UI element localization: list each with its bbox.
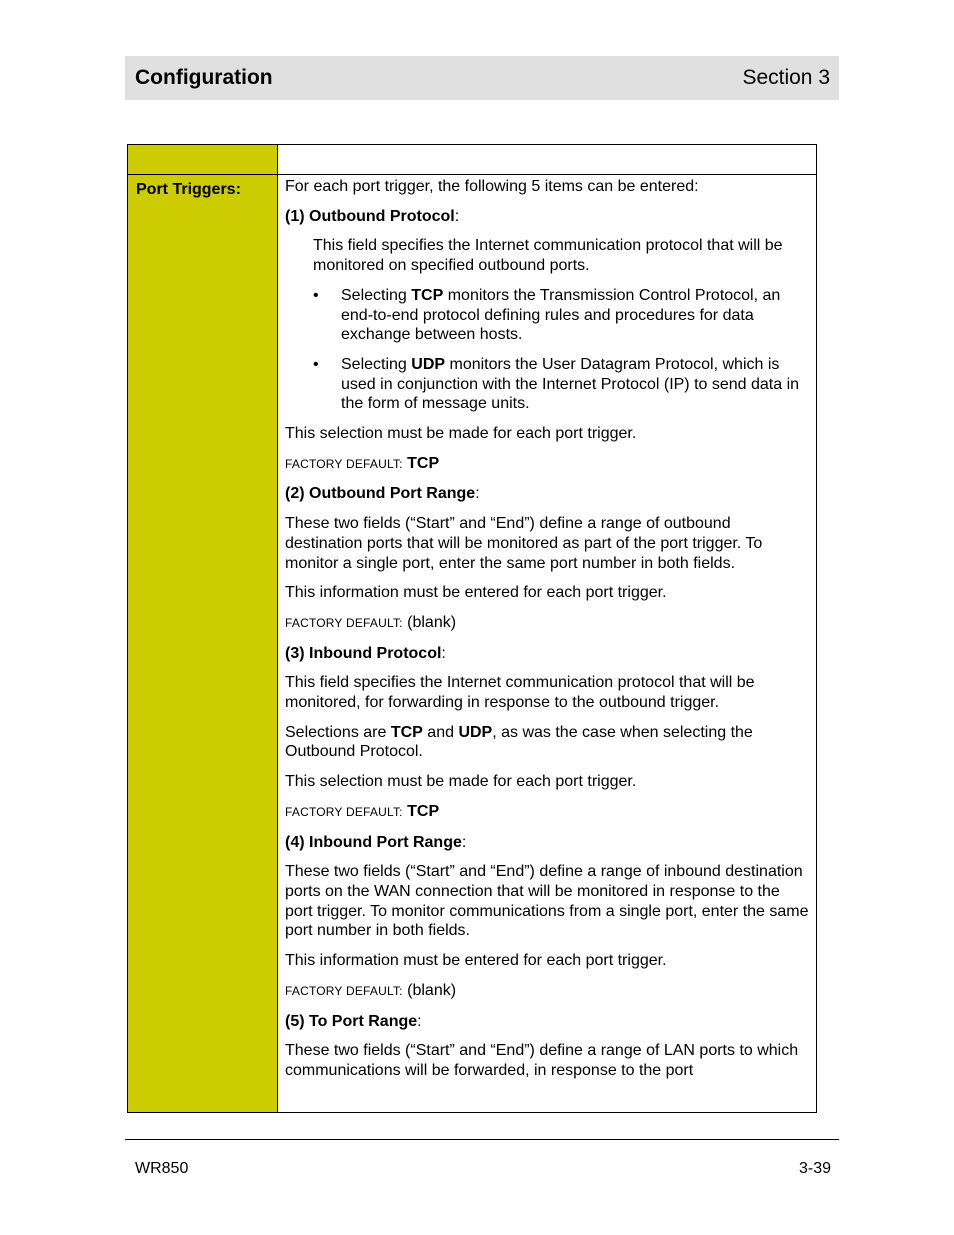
item-heading: (3) Inbound Protocol: [285,644,446,662]
item-heading: (1) Outbound Protocol: [285,207,460,225]
footer-divider [125,1139,839,1140]
item-heading: (4) Inbound Port Range: [285,833,467,851]
row-label: Port Triggers: [136,181,241,198]
item-description: These two fields (“Start” and “End”) define a range of inbound destination ports on the WAN connection that will be monitored in response to the port trigger. To monitor communications from a single port, enter the same port number in both fields. [285,863,809,940]
factory-default: FACTORY DEFAULT: (blank) [285,981,457,999]
item-description: This field specifies the Internet communication protocol that will be monitored on specified outbound ports. [313,237,783,275]
footer-model: WR850 [135,1160,189,1177]
item-selections: Selections are TCP and UDP, as was the case when selecting the Outbound Protocol. [285,723,753,761]
intro-text: For each port trigger, the following 5 items can be entered: [285,178,699,195]
bullet-item: • Selecting TCP monitors the Transmission Control Protocol, an end-to-end protocol defining rules and procedures for data exchange between hosts. [313,286,781,344]
label-column [128,145,278,1112]
page-number: 3-39 [798,1160,831,1177]
item-heading: (2) Outbound Port Range: [285,485,480,503]
item-note: This selection must be made for each port trigger. [285,773,637,791]
item-description: These two fields (“Start” and “End”) define a range of outbound destination ports that will be monitored as part of the port trigger. To monitor a single port, enter the same port number in both fields. [285,515,763,572]
item-heading: (5) To Port Range: [285,1012,422,1030]
definition-table [127,144,817,1113]
item-note: This information must be entered for each port trigger. [285,584,667,602]
item-note: This selection must be made for each port trigger. [285,425,637,443]
factory-default: FACTORY DEFAULT: TCP [285,454,440,472]
page-header [125,56,839,100]
factory-default: FACTORY DEFAULT: TCP [285,802,440,820]
description-column [285,177,810,1091]
bullet-icon: • [313,286,319,304]
item-description: These two fields (“Start” and “End”) define a range of LAN ports to which communications will be forwarded, in response to the port [285,1042,799,1079]
bullet-item: • Selecting UDP monitors the User Datagram Protocol, which is used in conjunction with the Internet Protocol (IP) to send data in the form of message units. [313,355,800,413]
bullet-list [285,286,810,414]
section-label: Section 3 [742,66,830,89]
factory-default: FACTORY DEFAULT: (blank) [285,613,457,631]
bullet-icon: • [313,355,319,373]
table-header-row-divider [128,174,816,175]
item-description: This field specifies the Internet communication protocol that will be monitored, for forwarding in response to the outbound trigger. [285,674,755,712]
page-title: Configuration [135,66,273,89]
item-note: This information must be entered for each port trigger. [285,952,667,970]
